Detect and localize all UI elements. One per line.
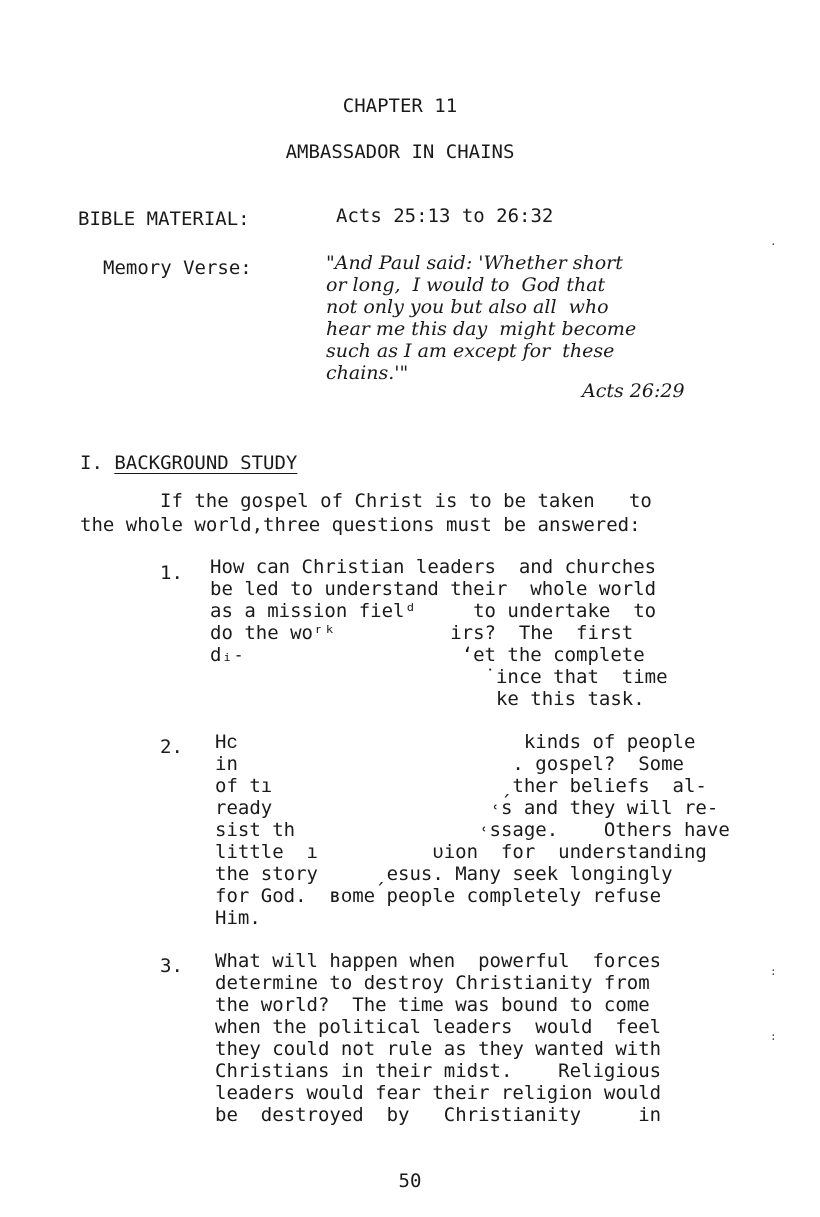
item-line: ready ˓s and they will re- (215, 797, 719, 819)
item-line: little ı ᴜion for understanding (215, 841, 707, 863)
item-line: be led to understand their whole world (210, 578, 657, 600)
section-heading (80, 452, 297, 474)
memory-verse-line: "And Paul said: 'Whether short (326, 252, 623, 274)
item-number: 3. (160, 955, 183, 977)
memory-verse-line: or long, I would to God that (326, 274, 606, 296)
item-line: determine to destroy Christianity from (215, 972, 650, 994)
scan-speck: : (770, 965, 777, 978)
item-number: 2. (160, 736, 183, 758)
chapter-title: CHAPTER 11 (342, 95, 458, 117)
memory-verse-line: such as I am except for these (326, 340, 615, 362)
item-line: What will happen when powerful forces (215, 950, 662, 972)
memory-verse-line: hear me this day might become (326, 318, 637, 340)
memory-verse-reference: Acts 26:29 (582, 380, 685, 402)
memory-verse-label: Memory Verse: (103, 257, 252, 279)
item-line: leaders would fear their religion would (215, 1082, 662, 1104)
item-line: dᵢ˗ ʻet the complete (210, 644, 645, 666)
item-number: 1. (160, 562, 183, 584)
item-line: Christians in their midst. Religious (215, 1060, 662, 1082)
item-line: of tı ˏther beliefs al- (215, 775, 707, 797)
bible-material-value: Acts 25:13 to 26:32 (336, 205, 554, 227)
item-line: for God. ʙᴏme people completely refuse (215, 885, 662, 907)
item-line: Hᴄ kinds of people (215, 731, 696, 753)
chapter-subtitle: AMBASSADOR IN CHAINS (285, 141, 515, 163)
section-number: I. (80, 452, 103, 474)
item-line: they could not rule as they wanted with (215, 1038, 662, 1060)
item-line: How can Christian leaders and churches (210, 556, 657, 578)
intro-line: the whole world,three questions must be answered: (80, 514, 641, 536)
item-line: ˙ince that time (210, 666, 668, 688)
intro-line: If the gospel of Christ is to be taken to (160, 490, 652, 512)
item-line: ke this task. (210, 688, 645, 710)
memory-verse-line: not only you but also all who (326, 296, 609, 318)
item-line: the story ˏesus. Many seek longingly (215, 863, 673, 885)
item-line: the world? The time was bound to come (215, 994, 650, 1016)
item-line: as a mission fielᵈ to undertake to (210, 600, 657, 622)
item-line: in . gospel? Some (215, 753, 684, 775)
item-line: sist th ˓ssage. Others have (215, 819, 730, 841)
scan-speck: : (770, 1030, 777, 1043)
bible-material-label: BIBLE MATERIAL: (78, 208, 250, 230)
section-title: BACKGROUND STUDY (114, 452, 298, 474)
item-line: be destroyed by Christianity in (215, 1104, 662, 1126)
memory-verse-line: chains.'" (326, 362, 409, 384)
scan-speck: · (770, 238, 777, 251)
item-line: when the political leaders would feel (215, 1016, 662, 1038)
item-line: Him. (215, 907, 261, 929)
item-line: do the woʳᵏ irs? The first (210, 622, 634, 644)
page-number: 50 (398, 1170, 422, 1192)
